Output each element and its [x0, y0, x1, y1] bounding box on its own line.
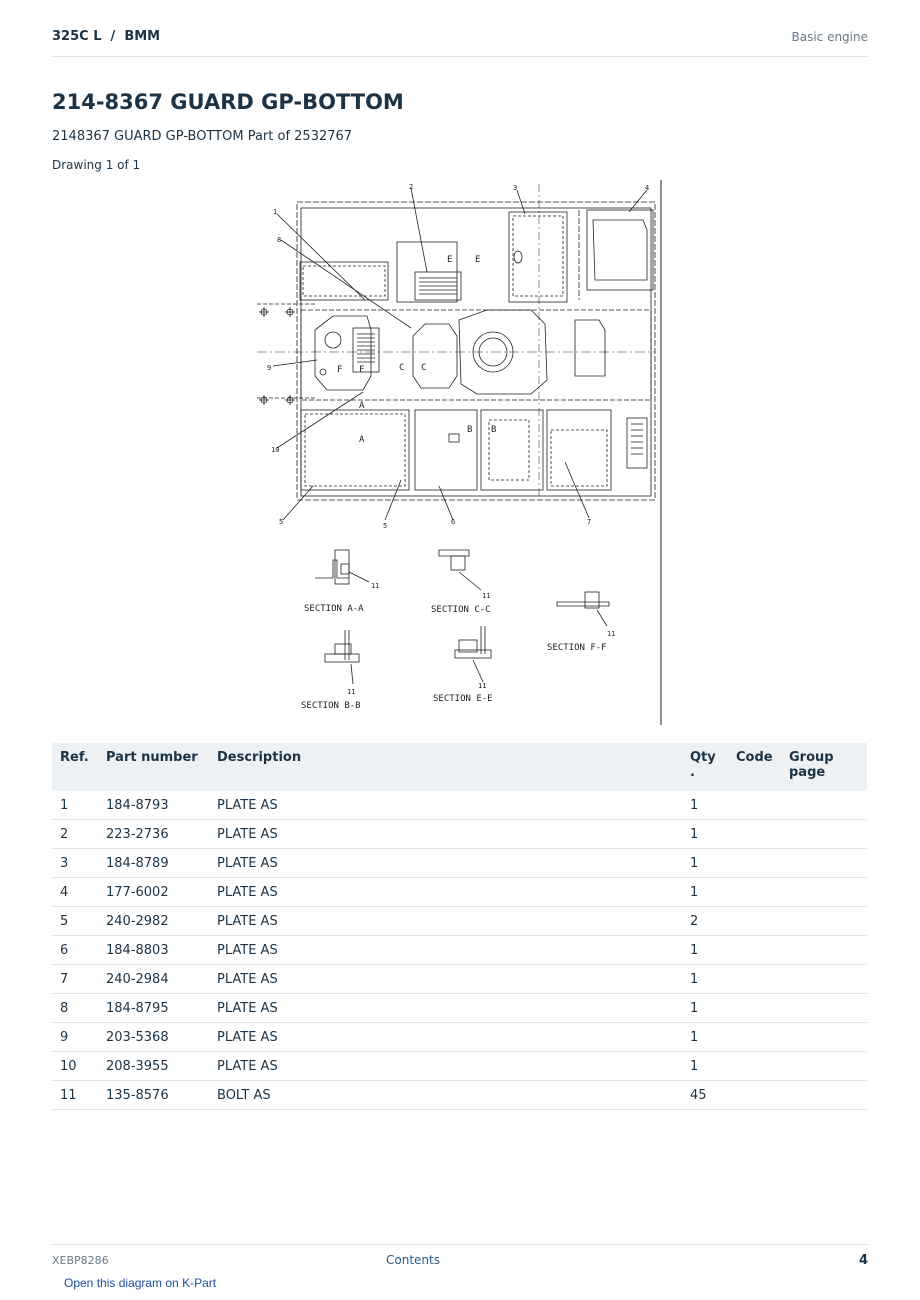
cell-qty: 1	[682, 878, 728, 907]
cell-qty: 1	[682, 791, 728, 820]
table-header-row	[52, 743, 867, 791]
cell-description: PLATE AS	[209, 994, 682, 1023]
cell-group-page	[781, 878, 867, 907]
cell-part-number: 203-5368	[98, 1023, 209, 1052]
parts-diagram-svg	[255, 180, 665, 725]
view-marker: B	[467, 425, 473, 435]
cell-group-page	[781, 1081, 867, 1110]
section-name: Basic engine	[791, 30, 868, 44]
header-ref: Ref.	[52, 743, 98, 791]
contents-link[interactable]: Contents	[386, 1253, 440, 1267]
cell-ref: 8	[52, 994, 98, 1023]
cell-ref: 10	[52, 1052, 98, 1081]
ref-callout: 6	[451, 518, 456, 526]
cell-ref: 6	[52, 936, 98, 965]
header-group-page: Group page	[781, 743, 867, 791]
cell-ref: 9	[52, 1023, 98, 1052]
view-marker: A	[359, 435, 365, 445]
ref-callout: 8	[277, 236, 282, 244]
ref-callout: 5	[383, 522, 388, 530]
model-breadcrumb: 325C L / BMM	[52, 29, 161, 44]
view-marker: C	[399, 363, 405, 373]
cell-code	[728, 1023, 781, 1052]
cell-ref: 7	[52, 965, 98, 994]
cell-code	[728, 907, 781, 936]
cell-part-number: 208-3955	[98, 1052, 209, 1081]
cell-code	[728, 1081, 781, 1110]
page-footer	[52, 1244, 868, 1275]
cell-qty: 1	[682, 965, 728, 994]
table-row	[52, 791, 867, 820]
cell-code	[728, 849, 781, 878]
ref-callout: 11	[371, 582, 380, 590]
table-row	[52, 994, 867, 1023]
section-label: SECTION A-A	[304, 604, 364, 614]
cell-code	[728, 820, 781, 849]
cell-part-number: 177-6002	[98, 878, 209, 907]
ref-callout: 4	[645, 184, 650, 192]
cell-description: BOLT AS	[209, 1081, 682, 1110]
ref-callout: 1	[273, 208, 278, 216]
cell-part-number: 184-8793	[98, 791, 209, 820]
cell-description: PLATE AS	[209, 878, 682, 907]
section-label: SECTION B-B	[301, 701, 361, 711]
ref-callout: 5	[279, 518, 284, 526]
cell-ref: 2	[52, 820, 98, 849]
parts-table	[52, 743, 867, 1110]
cell-description: PLATE AS	[209, 907, 682, 936]
cell-description: PLATE AS	[209, 849, 682, 878]
header-qty: Qty .	[682, 743, 728, 791]
cell-qty: 1	[682, 849, 728, 878]
cell-qty: 45	[682, 1081, 728, 1110]
cell-description: PLATE AS	[209, 1052, 682, 1081]
cell-group-page	[781, 849, 867, 878]
page-title: 214-8367 GUARD GP-BOTTOM	[52, 90, 404, 114]
header-code: Code	[728, 743, 781, 791]
cell-description: PLATE AS	[209, 936, 682, 965]
view-marker: F	[359, 365, 365, 375]
header-description: Description	[209, 743, 682, 791]
cell-part-number: 240-2982	[98, 907, 209, 936]
cell-group-page	[781, 907, 867, 936]
table-row	[52, 1023, 867, 1052]
cell-code	[728, 878, 781, 907]
view-marker: E	[475, 255, 481, 265]
cell-code	[728, 791, 781, 820]
cell-code	[728, 1052, 781, 1081]
cell-ref: 5	[52, 907, 98, 936]
ref-callout: 3	[513, 184, 518, 192]
ref-callout: 7	[587, 518, 592, 526]
cell-qty: 1	[682, 1052, 728, 1081]
cell-qty: 1	[682, 1023, 728, 1052]
section-label: SECTION C-C	[431, 605, 491, 615]
cell-qty: 2	[682, 907, 728, 936]
cell-qty: 1	[682, 994, 728, 1023]
cell-group-page	[781, 820, 867, 849]
table-row	[52, 1052, 867, 1081]
table-row	[52, 849, 867, 878]
document-id: XEBP8286	[52, 1254, 109, 1267]
cell-group-page	[781, 791, 867, 820]
cell-group-page	[781, 994, 867, 1023]
section-label: SECTION E-E	[433, 694, 493, 704]
table-row	[52, 878, 867, 907]
page-number: 4	[858, 1253, 868, 1268]
ref-callout: 9	[267, 364, 272, 372]
cell-description: PLATE AS	[209, 965, 682, 994]
open-kpart-link[interactable]: Open this diagram on K-Part	[64, 1276, 217, 1290]
table-row	[52, 936, 867, 965]
cell-code	[728, 965, 781, 994]
cell-group-page	[781, 936, 867, 965]
cell-group-page	[781, 965, 867, 994]
cell-code	[728, 994, 781, 1023]
view-marker: E	[447, 255, 453, 265]
cell-part-number: 223-2736	[98, 820, 209, 849]
header-part-number: Part number	[98, 743, 209, 791]
cell-ref: 11	[52, 1081, 98, 1110]
table-row	[52, 965, 867, 994]
cell-group-page	[781, 1052, 867, 1081]
ref-callout: 11	[607, 630, 616, 638]
ref-callout: 11	[478, 682, 487, 690]
cell-description: PLATE AS	[209, 820, 682, 849]
cell-code	[728, 936, 781, 965]
cell-qty: 1	[682, 936, 728, 965]
section-label: SECTION F-F	[547, 643, 607, 653]
cell-part-number: 135-8576	[98, 1081, 209, 1110]
cell-part-number: 184-8789	[98, 849, 209, 878]
cell-ref: 4	[52, 878, 98, 907]
page-header	[52, 28, 868, 57]
cell-part-number: 184-8803	[98, 936, 209, 965]
parts-diagram	[255, 180, 665, 725]
view-marker: F	[337, 365, 343, 375]
cell-description: PLATE AS	[209, 791, 682, 820]
view-marker: A	[359, 401, 365, 411]
cell-part-number: 240-2984	[98, 965, 209, 994]
cell-description: PLATE AS	[209, 1023, 682, 1052]
ref-callout: 2	[409, 183, 414, 191]
ref-callout: 10	[271, 446, 280, 454]
view-marker: B	[491, 425, 497, 435]
drawing-count: Drawing 1 of 1	[52, 158, 141, 172]
table-row	[52, 907, 867, 936]
cell-group-page	[781, 1023, 867, 1052]
cell-ref: 1	[52, 791, 98, 820]
cell-part-number: 184-8795	[98, 994, 209, 1023]
ref-callout: 11	[347, 688, 356, 696]
view-marker: C	[421, 363, 427, 373]
cell-qty: 1	[682, 820, 728, 849]
table-row	[52, 820, 867, 849]
cell-ref: 3	[52, 849, 98, 878]
table-row	[52, 1081, 867, 1110]
ref-callout: 11	[482, 592, 491, 600]
page-subtitle: 2148367 GUARD GP-BOTTOM Part of 2532767	[52, 129, 353, 144]
